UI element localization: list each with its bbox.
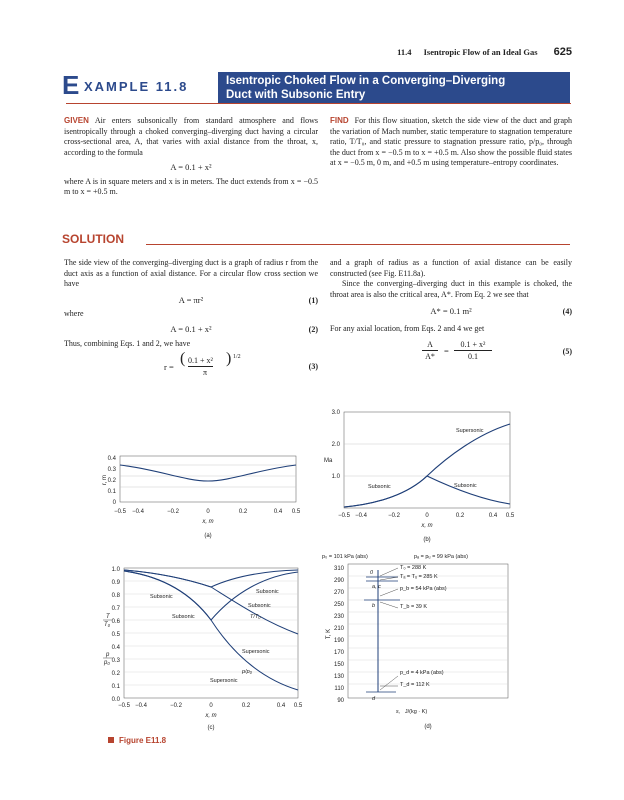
eq5-equals: = — [444, 345, 449, 356]
fig-d-point-0: 0 — [370, 570, 374, 576]
fig-c-T-supersonic-curve — [124, 570, 298, 634]
fig-b-xtick: −0.4 — [355, 513, 367, 519]
fig-d-leader — [380, 602, 398, 608]
fig-c-ytick: 0.2 — [111, 671, 120, 677]
example-banner — [62, 70, 572, 104]
fig-b-xtick: 0 — [425, 513, 429, 519]
solution-title: SOLUTION — [62, 232, 124, 246]
banner-rule — [66, 103, 571, 104]
given-block — [64, 116, 318, 198]
fig-c-xtick: −0.2 — [170, 703, 182, 709]
fig-d-ann-Tb: T_b = 39 K — [400, 604, 428, 610]
fig-b-frame — [344, 412, 510, 508]
caption-text: Figure E11.8 — [119, 736, 167, 745]
fig-d-xlabel-s: s, — [395, 709, 401, 715]
fig-b-supersonic-curve — [344, 424, 510, 507]
eq3-lhs: r = — [164, 361, 174, 372]
fig-c-label-subsonic-2: Subsonic — [172, 614, 195, 620]
eq1-number: (1) — [308, 295, 318, 305]
fig-c-ytick: 0.7 — [111, 606, 120, 612]
fig-d-ytick: 310 — [333, 566, 344, 572]
solution-p4: Since the converging–diverging duct in this example is choked, the throat area is also the critical area, A*. From Eq. 2 we see that — [330, 279, 572, 299]
fig-b-label-supersonic: Supersonic — [456, 428, 484, 434]
fig-b-xtick: 0.2 — [455, 513, 465, 519]
fig-c-ytick: 0.4 — [111, 645, 120, 651]
equation-4 — [330, 304, 572, 320]
fig-a-ylabel: r, m — [102, 475, 108, 485]
fig-d-ann-pd: p_d = 4 kPa (abs) — [400, 670, 444, 676]
fig-a-xtick: 0.2 — [238, 509, 248, 515]
fig-a-xlabel: x, m — [202, 519, 214, 525]
fig-c-label-TT0: T/T₀ — [250, 614, 261, 620]
eq5-number: (5) — [562, 346, 572, 356]
fig-d-ytick: 230 — [333, 614, 344, 620]
eq5-b-den: 0.1 — [468, 351, 478, 361]
fig-b-xtick: 0.5 — [505, 513, 515, 519]
fig-a-ytick: 0.1 — [107, 489, 116, 495]
solution-where: where — [64, 308, 84, 318]
section-title: Isentropic Flow of an Ideal Gas — [423, 47, 538, 57]
fig-d-point-d: d — [372, 696, 376, 702]
fig-c-ytick: 0.0 — [111, 697, 120, 703]
eq3-numerator: 0.1 + x² — [188, 356, 213, 368]
fig-d-top-label-pa: pₐ = pᵤ = 99 kPa (abs) — [414, 554, 468, 560]
fig-b-sub: (b) — [423, 537, 431, 543]
find-keyword: FIND — [330, 116, 349, 125]
fig-c-label-subsonic-4: Subsonic — [248, 603, 271, 609]
fig-d-ytick: 110 — [334, 686, 344, 692]
solution-p5: For any axial location, from Eqs. 2 and 4 we get — [330, 324, 485, 333]
fig-b-subsonic-curve — [344, 476, 510, 507]
fig-b-xtick: 0.4 — [488, 513, 498, 519]
eq5-a-den: A* — [425, 351, 435, 361]
fig-d-gridlines — [348, 576, 508, 684]
given-keyword: GIVEN — [64, 116, 89, 125]
figure-d — [318, 550, 538, 732]
fig-c-label-subsonic-3: Subsonic — [256, 589, 279, 595]
fig-a-ytick: 0.4 — [107, 456, 116, 462]
fig-c-label-supersonic-1: Supersonic — [242, 649, 270, 655]
fig-b-xtick: −0.2 — [388, 513, 400, 519]
eq1-text: A = πr² — [178, 294, 204, 305]
figure-c — [100, 562, 312, 732]
fig-c-ytick: 1.0 — [111, 567, 120, 573]
fig-a-ytick: 0.2 — [107, 478, 116, 484]
fig-c-ylabel-T-num: T — [106, 614, 110, 620]
find-block — [330, 116, 572, 169]
fig-c-label-subsonic-1: Subsonic — [150, 594, 173, 600]
fig-a-ytick: 0.3 — [107, 467, 116, 473]
fig-d-ytick: 210 — [333, 626, 344, 632]
example-title-line2: Duct with Subsonic Entry — [226, 89, 366, 101]
eq3-paren-close: ) — [226, 349, 232, 367]
fig-d-leader — [380, 589, 398, 596]
eq3-number: (3) — [308, 361, 318, 371]
fig-c-xtick: −0.5 — [118, 703, 130, 709]
fig-a-xtick: −0.5 — [114, 509, 126, 515]
running-header — [397, 46, 572, 58]
fig-d-point-b: b — [372, 603, 376, 609]
fig-d-ytick: 190 — [333, 638, 344, 644]
example-title — [218, 72, 570, 104]
solution-left-column — [64, 258, 318, 382]
fig-d-point-ac: a, c — [372, 584, 381, 590]
fig-b-ytick: 1.0 — [331, 474, 340, 480]
fig-d-ann-pb: p_b = 54 kPa (abs) — [400, 586, 447, 592]
fig-c-xtick: 0.4 — [276, 703, 286, 709]
equation-3 — [64, 349, 318, 382]
solution-rule — [146, 244, 570, 245]
fig-c-xtick: 0.2 — [241, 703, 251, 709]
fig-c-xtick: 0.5 — [293, 703, 303, 709]
fig-a-sub: (a) — [204, 533, 212, 539]
fig-c-xtick: 0 — [209, 703, 213, 709]
fig-a-gridlines — [120, 465, 296, 487]
fig-c-xtick: −0.4 — [135, 703, 147, 709]
eq5-a-num: A — [422, 340, 438, 352]
solution-p1: The side view of the converging–diverging duct is a graph of radius r from the duct axis as a function of axial distance. For a circular flow cross section we have — [64, 258, 318, 288]
fig-d-ytick: 90 — [337, 698, 344, 704]
fig-c-ytick: 0.9 — [111, 580, 120, 586]
solution-p3: and a graph of radius as a function of axial distance can be easily constructed (see Fig. E11.8a). — [330, 258, 572, 278]
equation-2 — [64, 323, 318, 339]
figure-b — [318, 404, 528, 544]
eq4-number: (4) — [562, 307, 572, 316]
fig-a-xtick: −0.2 — [167, 509, 179, 515]
fig-d-pressure-lines — [364, 577, 400, 600]
given-text: Air enters subsonically from standard atmosphere and flows isentropically through a choked converging–diverging duct having a circular cross-sectional area, A, that varies with axial distance from the throat, x, according to the formula — [64, 116, 318, 157]
fig-b-ytick: 3.0 — [331, 410, 340, 416]
fig-d-ylabel: T, K — [326, 628, 332, 640]
fig-c-ytick: 0.3 — [111, 658, 120, 664]
eq3-exponent: 1/2 — [233, 353, 241, 360]
fig-a-xtick: 0.4 — [273, 509, 283, 515]
figure-a — [100, 448, 310, 544]
fig-d-sub: (d) — [424, 724, 432, 730]
fig-c-ytick: 0.6 — [111, 619, 120, 625]
eq4-text: A* = 0.1 m² — [430, 306, 472, 316]
eq5-b-num: 0.1 + x² — [454, 340, 492, 352]
fig-d-ytick: 250 — [333, 602, 344, 608]
fig-c-ylabel-p-num: p — [106, 652, 110, 658]
fig-d-top-label-p0: p₀ = 101 kPa (abs) — [322, 554, 368, 560]
fig-c-label-pp0: p/p₀ — [242, 669, 252, 675]
fig-d-ytick: 170 — [333, 650, 344, 656]
solution-p2: Thus, combining Eqs. 1 and 2, we have — [64, 339, 191, 348]
fig-a-frame — [120, 456, 296, 502]
fig-a-radius-curve — [120, 465, 296, 481]
fig-d-ytick: 290 — [333, 578, 344, 584]
fig-d-ytick: 130 — [333, 674, 344, 680]
given-formula: A = 0.1 + x² — [170, 162, 212, 172]
fig-d-xlabel-unit: J/(kg · K) — [404, 709, 428, 715]
fig-b-label-subsonic-left: Subsonic — [368, 484, 391, 490]
fig-b-xtick: −0.5 — [338, 513, 350, 519]
eq2-number: (2) — [308, 325, 318, 334]
fig-a-ytick: 0 — [112, 500, 116, 506]
eq2-text: A = 0.1 + x² — [170, 324, 212, 334]
fig-d-leader — [380, 676, 398, 690]
fig-c-ytick: 0.1 — [111, 684, 120, 690]
section-number: 11.4 — [397, 47, 412, 57]
fig-d-ann-Ta: Tₐ = Tᵤ = 285 K — [400, 574, 438, 580]
caption-square-icon — [108, 737, 114, 743]
fig-a-xtick: 0.5 — [291, 509, 301, 515]
fig-d-ann-T0: T₀ = 288 K — [400, 565, 427, 571]
example-big-letter: E — [62, 70, 80, 100]
fig-c-sub: (c) — [207, 725, 215, 731]
fig-b-ylabel: Ma — [324, 458, 333, 464]
find-text: For this flow situation, sketch the side view of the duct and graph the variation of Mach number, static temperature to stagnation temperature ratio, T/T₀, and static pressure to stagnation pressure ratio, p/p₀, through the duct from x = −0.5 m to x = +0.5 m. Also show the possible fluid states at x = −0.5 m, 0 m, and +0.5 m using temperature–entropy coordinates. — [330, 116, 572, 167]
equation-5 — [330, 339, 572, 365]
fig-c-label-supersonic-2: Supersonic — [210, 678, 238, 684]
equation-1 — [64, 293, 318, 309]
fig-a-xtick: −0.4 — [132, 509, 144, 515]
fig-d-leader — [380, 568, 398, 576]
fig-d-ytick: 150 — [333, 662, 344, 668]
eq3-denominator: π — [203, 367, 208, 377]
example-label: XAMPLE 11.8 — [84, 79, 189, 94]
fig-b-ytick: 2.0 — [331, 442, 340, 448]
fig-a-xtick: 0 — [206, 509, 210, 515]
fig-c-xlabel: x, m — [205, 713, 217, 719]
example-title-line1: Isentropic Choked Flow in a Converging–Diverging — [226, 75, 506, 87]
fig-b-xlabel: x, m — [421, 523, 433, 529]
fig-d-leader — [380, 577, 398, 580]
fig-c-ylabel-p-den: p₀ — [104, 660, 110, 666]
given-text2: where A is in square meters and x is in meters. The duct extends from x = −0.5 m to x = +0.5 m. — [64, 176, 318, 196]
fig-d-ann-Td: T_d = 112 K — [400, 682, 430, 688]
fig-b-label-subsonic-right: Subsonic — [454, 483, 477, 489]
fig-b-gridlines — [344, 444, 510, 476]
fig-c-ylabel-T-den: T₀ — [104, 622, 111, 628]
page-number: 625 — [553, 46, 572, 58]
eq3-paren-open: ( — [180, 349, 186, 367]
fig-d-ytick: 270 — [333, 590, 344, 596]
fig-c-ytick: 0.5 — [111, 632, 120, 638]
solution-right-column — [330, 258, 572, 365]
figure-caption — [108, 736, 166, 745]
fig-c-ytick: 0.8 — [111, 593, 120, 599]
